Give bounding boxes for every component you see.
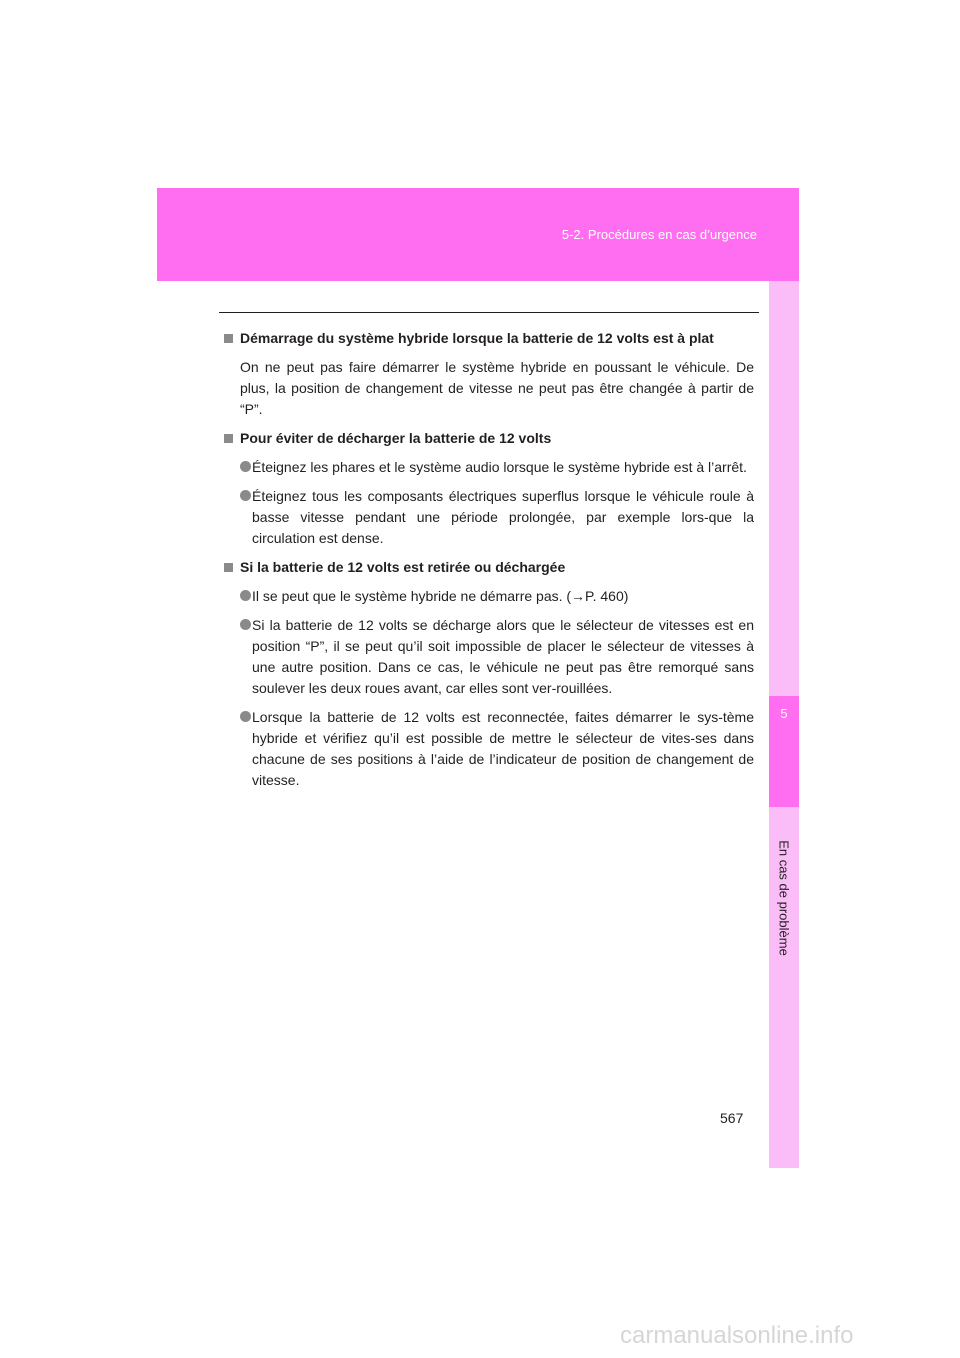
list-item-text: Éteignez les phares et le système audio lorsque le système hybride est à l’arrêt. <box>252 459 747 475</box>
chapter-side-tab[interactable] <box>769 281 799 1168</box>
circle-bullet-icon <box>240 461 251 472</box>
list-item <box>222 586 754 607</box>
list-item-text: Il se peut que le système hybride ne démarre pas. (→P. 460) <box>252 588 629 604</box>
content-body <box>222 328 754 799</box>
list-item <box>222 615 754 699</box>
content-top-rule <box>219 312 759 313</box>
list-item-text: Lorsque la batterie de 12 volts est reconnectée, faites démarrer le sys-tème hybride et vérifiez qu’il est possible de mettre le sélecteur de vites-ses dans chacune de ses positions à l’aide de l’indicateur de position de changement de vitesse. <box>252 709 754 788</box>
square-bullet-icon <box>224 434 233 443</box>
section-heading <box>222 328 754 349</box>
list-item-text: Si la batterie de 12 volts se décharge alors que le sélecteur de vitesses est en position “P”, il se peut qu’il soit impossible de placer le sélecteur de vitesses à une autre position. Dans ce cas, le véhicule ne peut pas être remorqué sans soulever les deux roues avant, car elles sont ver-rouillées. <box>252 617 754 696</box>
section-heading <box>222 557 754 578</box>
section-heading-text: Pour éviter de décharger la batterie de 12 volts <box>240 430 552 446</box>
circle-bullet-icon <box>240 590 251 601</box>
page-number: 567 <box>720 1110 744 1126</box>
section-heading-text: Si la batterie de 12 volts est retirée ou déchargée <box>240 559 566 575</box>
section-heading-text: Démarrage du système hybride lorsque la batterie de 12 volts est à plat <box>240 330 714 346</box>
section-heading <box>222 428 754 449</box>
section-label: 5-2. Procédures en cas d’urgence <box>561 227 757 242</box>
list-item <box>222 486 754 549</box>
list-item-text: Éteignez tous les composants électriques superflus lorsque le véhicule roule à basse vitesse pendant une période prolongée, par exemple lors-que la circulation est dense. <box>252 488 754 546</box>
chapter-title: En cas de problème <box>776 840 792 956</box>
chapter-number: 5 <box>780 706 788 721</box>
list-item <box>222 707 754 791</box>
circle-bullet-icon <box>240 711 251 722</box>
circle-bullet-icon <box>240 490 251 501</box>
section-paragraph: On ne peut pas faire démarrer le système hybride en poussant le véhicule. De plus, la position de changement de vitesse ne peut pas être changée à partir de “P”. <box>240 359 754 417</box>
header-band <box>157 188 799 281</box>
watermark: carmanualsonline.info <box>620 1322 854 1349</box>
circle-bullet-icon <box>240 619 251 630</box>
square-bullet-icon <box>224 334 233 343</box>
chapter-number-box <box>769 696 799 807</box>
list-item <box>222 457 754 478</box>
square-bullet-icon <box>224 563 233 572</box>
